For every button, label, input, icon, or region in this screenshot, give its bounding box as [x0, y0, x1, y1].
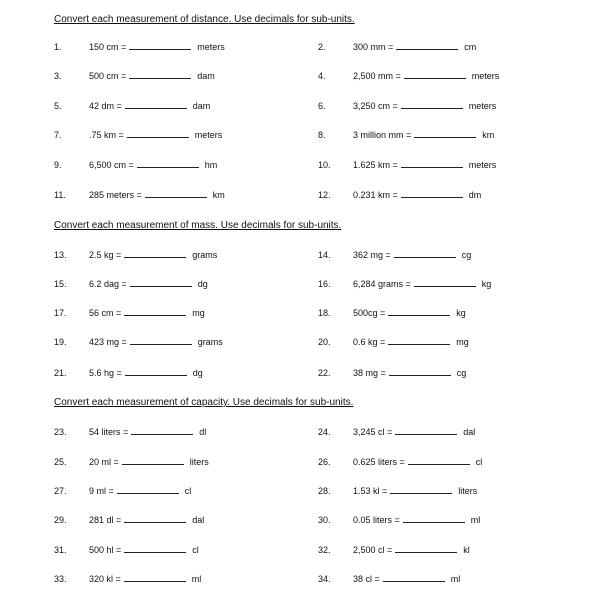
problem-number: 27. [54, 486, 67, 496]
target-unit: cl [192, 545, 199, 555]
problem-expression [89, 572, 201, 586]
target-unit: liters [458, 486, 478, 496]
problem-number: 2. [318, 42, 326, 52]
target-unit: mg [456, 337, 469, 347]
answer-blank[interactable] [127, 128, 189, 138]
problem-expression [89, 484, 191, 498]
problem-number: 7. [54, 130, 62, 140]
answer-blank[interactable] [401, 188, 463, 198]
problem-number: 1. [54, 42, 62, 52]
problem-number: 28. [318, 486, 331, 496]
target-unit: grams [197, 337, 223, 347]
problem-number: 22. [318, 368, 331, 378]
given-quantity: 3,250 cm = [353, 101, 398, 111]
target-unit: grams [192, 250, 218, 260]
answer-blank[interactable] [404, 69, 466, 79]
problem-number: 19. [54, 337, 67, 347]
problem-number: 26. [318, 457, 331, 467]
problem-expression [353, 248, 471, 262]
target-unit: ml [470, 515, 481, 525]
problem-number: 8. [318, 130, 326, 140]
given-quantity: 6,284 grams = [353, 279, 411, 289]
answer-blank[interactable] [395, 543, 457, 553]
answer-blank[interactable] [388, 306, 450, 316]
problem-number: 18. [318, 308, 331, 318]
problem-expression [89, 99, 210, 113]
answer-blank[interactable] [125, 99, 187, 109]
answer-blank[interactable] [124, 572, 186, 582]
problem-number: 12. [318, 190, 331, 200]
given-quantity: 3,245 cl = [353, 427, 393, 437]
target-unit: meters [468, 160, 497, 170]
target-unit: meters [468, 101, 497, 111]
problem-number: 25. [54, 457, 67, 467]
problem-number: 17. [54, 308, 67, 318]
answer-blank[interactable] [408, 455, 470, 465]
problem-number: 20. [318, 337, 331, 347]
answer-blank[interactable] [117, 484, 179, 494]
answer-blank[interactable] [124, 306, 186, 316]
problem-number: 11. [54, 190, 66, 200]
problem-number: 24. [318, 427, 331, 437]
given-quantity: 281 dl = [89, 515, 122, 525]
problem-expression [353, 128, 494, 142]
answer-blank[interactable] [390, 484, 452, 494]
target-unit: dam [192, 101, 211, 111]
given-quantity: 3 million mm = [353, 130, 412, 140]
section-title: Convert each measurement of capacity. Use decimals for sub-units. [54, 397, 354, 408]
given-quantity: 500 cm = [89, 71, 127, 81]
target-unit: ml [191, 574, 202, 584]
problem-number: 33. [54, 574, 67, 584]
problem-number: 30. [318, 515, 331, 525]
given-quantity: 2,500 cl = [353, 545, 393, 555]
target-unit: meters [471, 71, 500, 81]
target-unit: dm [468, 190, 482, 200]
problem-expression [353, 543, 470, 557]
answer-blank[interactable] [401, 158, 463, 168]
given-quantity: 5.6 hg = [89, 368, 122, 378]
given-quantity: 6,500 cm = [89, 160, 134, 170]
problem-expression [353, 572, 460, 586]
given-quantity: 0.6 kg = [353, 337, 386, 347]
target-unit: liters [189, 457, 209, 467]
target-unit: kg [481, 279, 492, 289]
problem-number: 31. [54, 545, 67, 555]
given-quantity: 0.625 liters = [353, 457, 405, 467]
problem-expression [353, 335, 469, 349]
problem-number: 23. [54, 427, 67, 437]
given-quantity: 42 dm = [89, 101, 122, 111]
problem-expression [89, 335, 223, 349]
given-quantity: 500 hl = [89, 545, 122, 555]
answer-blank[interactable] [124, 248, 186, 258]
given-quantity: .75 km = [89, 130, 124, 140]
problem-expression [353, 40, 476, 54]
problem-expression [89, 69, 215, 83]
answer-blank[interactable] [403, 513, 465, 523]
given-quantity: 2.5 kg = [89, 250, 122, 260]
given-quantity: 2,500 mm = [353, 71, 401, 81]
answer-blank[interactable] [125, 366, 187, 376]
target-unit: dal [463, 427, 476, 437]
given-quantity: 38 mg = [353, 368, 386, 378]
answer-blank[interactable] [414, 277, 476, 287]
answer-blank[interactable] [395, 425, 457, 435]
problem-expression [89, 40, 225, 54]
target-unit: dl [199, 427, 207, 437]
section-title: Convert each measurement of mass. Use decimals for sub-units. [54, 220, 342, 231]
problem-expression [89, 248, 217, 262]
answer-blank[interactable] [124, 513, 186, 523]
problem-number: 4. [318, 71, 326, 81]
answer-blank[interactable] [389, 366, 451, 376]
problem-number: 32. [318, 545, 331, 555]
given-quantity: 285 meters = [89, 190, 142, 200]
problem-expression [89, 158, 217, 172]
given-quantity: 0.231 km = [353, 190, 398, 200]
given-quantity: 56 cm = [89, 308, 122, 318]
problem-number: 15. [54, 279, 67, 289]
given-quantity: 0.05 liters = [353, 515, 400, 525]
problem-expression [89, 543, 199, 557]
problem-number: 16. [318, 279, 331, 289]
problem-number: 6. [318, 101, 326, 111]
given-quantity: 6.2 dag = [89, 279, 127, 289]
answer-blank[interactable] [129, 69, 191, 79]
target-unit: ml [450, 574, 461, 584]
target-unit: km [212, 190, 225, 200]
problem-expression [353, 99, 496, 113]
problem-expression [353, 306, 466, 320]
given-quantity: 150 cm = [89, 42, 127, 52]
given-quantity: 1.53 kl = [353, 486, 388, 496]
answer-blank[interactable] [131, 425, 193, 435]
given-quantity: 320 kl = [89, 574, 121, 584]
answer-blank[interactable] [414, 128, 476, 138]
problem-number: 5. [54, 101, 62, 111]
target-unit: cl [184, 486, 192, 496]
problem-expression [353, 455, 482, 469]
answer-blank[interactable] [394, 248, 456, 258]
problem-expression [89, 425, 206, 439]
target-unit: kl [463, 545, 470, 555]
given-quantity: 20 ml = [89, 457, 119, 467]
problem-expression [353, 69, 499, 83]
given-quantity: 362 mg = [353, 250, 391, 260]
target-unit: kg [456, 308, 466, 318]
target-unit: cg [456, 368, 467, 378]
problem-expression [353, 158, 496, 172]
given-quantity: 54 liters = [89, 427, 129, 437]
problem-number: 10. [318, 160, 331, 170]
given-quantity: 300 mm = [353, 42, 394, 52]
problem-expression [353, 366, 466, 380]
problem-number: 9. [54, 160, 62, 170]
given-quantity: 1.625 km = [353, 160, 398, 170]
problem-expression [89, 128, 222, 142]
problem-number: 14. [318, 250, 331, 260]
problem-expression [89, 366, 203, 380]
problem-expression [353, 513, 480, 527]
answer-blank[interactable] [130, 277, 192, 287]
problem-expression [89, 455, 209, 469]
target-unit: dg [197, 279, 208, 289]
target-unit: cl [475, 457, 483, 467]
answer-blank[interactable] [388, 335, 450, 345]
problem-expression [89, 306, 205, 320]
problem-number: 13. [54, 250, 67, 260]
problem-number: 34. [318, 574, 331, 584]
problem-number: 29. [54, 515, 67, 525]
target-unit: cg [461, 250, 472, 260]
target-unit: dam [197, 71, 215, 81]
given-quantity: 500cg = [353, 308, 386, 318]
problem-expression [353, 484, 477, 498]
answer-blank[interactable] [145, 188, 207, 198]
answer-blank[interactable] [122, 455, 184, 465]
problem-expression [89, 513, 204, 527]
answer-blank[interactable] [396, 40, 458, 50]
problem-expression [89, 188, 225, 202]
given-quantity: 9 ml = [89, 486, 114, 496]
problem-expression [353, 425, 475, 439]
problem-expression [353, 188, 481, 202]
problem-expression [89, 277, 208, 291]
target-unit: dal [192, 515, 205, 525]
target-unit: km [482, 130, 495, 140]
target-unit: hm [204, 160, 218, 170]
answer-blank[interactable] [129, 40, 191, 50]
target-unit: meters [194, 130, 223, 140]
target-unit: cm [464, 42, 477, 52]
answer-blank[interactable] [137, 158, 199, 168]
target-unit: dg [192, 368, 203, 378]
answer-blank[interactable] [124, 543, 186, 553]
given-quantity: 38 cl = [353, 574, 380, 584]
target-unit: meters [197, 42, 225, 52]
section-title: Convert each measurement of distance. Use decimals for sub-units. [54, 14, 355, 25]
problem-number: 21. [54, 368, 67, 378]
given-quantity: 423 mg = [89, 337, 127, 347]
answer-blank[interactable] [383, 572, 445, 582]
answer-blank[interactable] [401, 99, 463, 109]
problem-number: 3. [54, 71, 62, 81]
answer-blank[interactable] [130, 335, 192, 345]
target-unit: mg [192, 308, 205, 318]
problem-expression [353, 277, 491, 291]
